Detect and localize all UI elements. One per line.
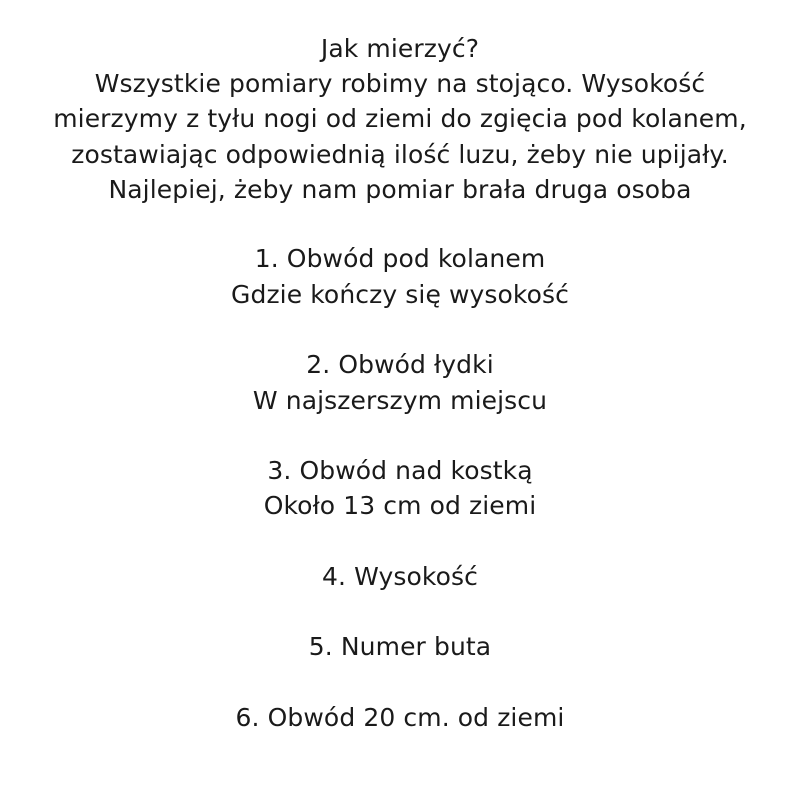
instructions-title: Jak mierzyć? [320,34,480,63]
measurement-label: 2. Obwód łydki [306,350,494,379]
instructions-line: mierzymy z tyłu nogi od ziemi do zgięcia pod kolanem, [53,104,747,133]
measurement-note: Gdzie kończy się wysokość [231,280,569,309]
instructions-line: Wszystkie pomiary robimy na stojąco. Wysokość [94,69,706,98]
measurement-label: 5. Numer buta [308,632,492,661]
measurement-label: 6. Obwód 20 cm. od ziemi [235,703,565,732]
measurement-note: Około 13 cm od ziemi [263,491,537,520]
instructions-line: Najlepiej, żeby nam pomiar brała druga osoba [108,175,692,204]
measurement-label: 1. Obwód pod kolanem [254,244,546,273]
measurement-note: W najszerszym miejscu [252,386,548,415]
measurement-label: 4. Wysokość [322,562,478,591]
instructions-line: zostawiając odpowiednią ilość luzu, żeby nie upijały. [71,140,729,169]
measurement-label: 3. Obwód nad kostką [267,456,533,485]
